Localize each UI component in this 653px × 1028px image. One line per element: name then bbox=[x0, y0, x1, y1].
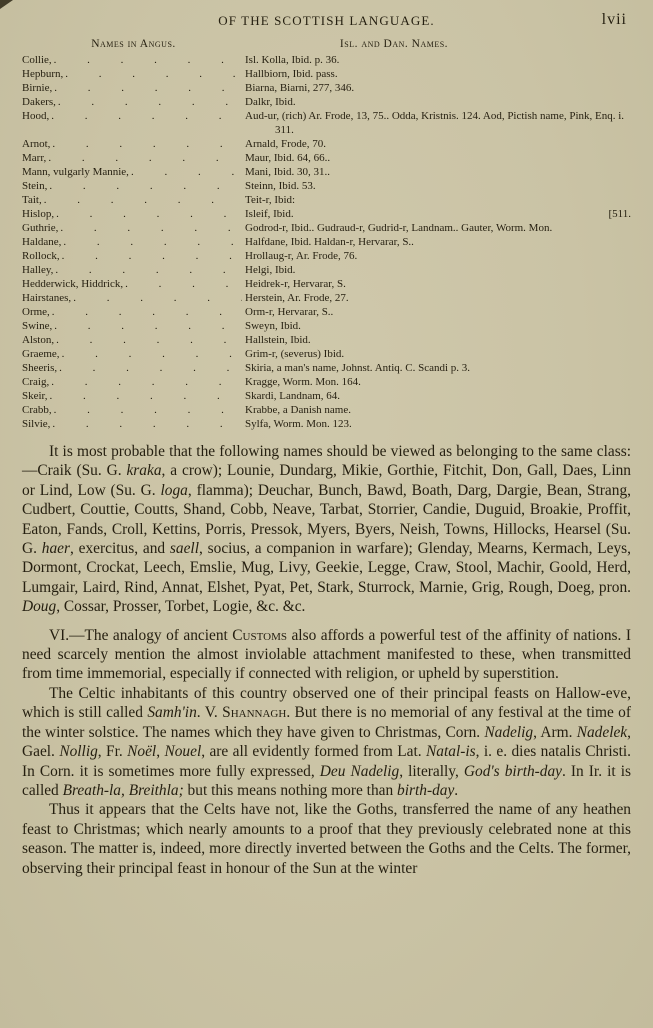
name-row bbox=[22, 67, 631, 81]
dot-leader bbox=[131, 165, 242, 179]
name-row bbox=[22, 81, 631, 95]
name-row bbox=[22, 347, 631, 361]
angus-name: Marr, bbox=[22, 152, 47, 164]
angus-name: Haldane, bbox=[22, 236, 62, 248]
name-row bbox=[22, 193, 631, 207]
dot-leader bbox=[59, 361, 242, 375]
angus-name: Silvie, bbox=[22, 418, 51, 430]
scan-corner-artifact bbox=[0, 0, 13, 9]
paragraph: The Celtic inhabitants of this country observed one of their principal feasts on Hallow-eve, which is still called Samh'in. V. Shannagh. But there is no memorial of any festival at the time of the winter solstice. The names which they have given to Christmas, Corn. Nadelig, Arm. Nadelek, Gael. Nollig, Fr. Noël, Nouel, are all evidently formed from Lat. Natal-is, i. e. dies natalis Christi. In Corn. it is sometimes more fully expressed, Deu Nadelig, literally, God's birth-day. In Ir. it is called Breath-la, Breithla; but this means nothing more than birth-day. bbox=[22, 684, 632, 799]
isl-dan-name: Teit-r, Ibid: bbox=[245, 194, 296, 206]
dot-leader bbox=[55, 263, 242, 277]
name-row bbox=[22, 207, 631, 221]
isl-dan-name: Hallstein, Ibid. bbox=[245, 334, 311, 346]
isl-dan-name: Aud-ur, (rich) Ar. Frode, 13, 75.. Odda, Kristnis. 124. Aod, Pictish name, Pink, Enq. i. 311. bbox=[245, 110, 625, 136]
angus-name: Hepburn, bbox=[22, 68, 64, 80]
dot-leader bbox=[125, 277, 242, 291]
angus-name: Rollock, bbox=[22, 250, 60, 262]
dot-leader bbox=[62, 347, 242, 361]
name-row bbox=[22, 375, 631, 389]
dot-leader bbox=[51, 109, 242, 123]
name-row bbox=[22, 95, 631, 109]
paragraph: VI.—The analogy of ancient Customs also affords a powerful test of the affinity of nations. I need scarcely mention the almost inviolable attachment manifested to these, when transmitted from time immemorial, especially if connected with religion, or upheld by superstition. bbox=[22, 626, 631, 683]
dot-leader bbox=[56, 333, 242, 347]
dot-leader bbox=[63, 235, 242, 249]
page-number: lvii bbox=[601, 11, 627, 28]
isl-dan-name: Mani, Ibid. 30, 31.. bbox=[245, 166, 330, 178]
angus-name: Tait, bbox=[22, 194, 42, 206]
dot-leader bbox=[44, 193, 242, 207]
dot-leader bbox=[73, 291, 242, 305]
name-row bbox=[22, 53, 631, 67]
isl-dan-name: Skiria, a man's name, Johnst. Antiq. C. Scandi p. 3. bbox=[245, 362, 471, 374]
column-header-angus: Names in Angus. bbox=[91, 38, 176, 50]
name-row bbox=[22, 179, 631, 193]
column-headers bbox=[22, 38, 631, 50]
dot-leader bbox=[54, 319, 242, 333]
isl-dan-name: Biarna, Biarni, 277, 346. bbox=[245, 82, 355, 94]
angus-name: Arnot, bbox=[22, 138, 51, 150]
isl-dan-name: Grim-r, (severus) Ibid. bbox=[245, 348, 345, 360]
name-row bbox=[22, 361, 631, 375]
angus-name: Birnie, bbox=[22, 82, 53, 94]
isl-dan-name: Hallbiorn, Ibid. pass. bbox=[245, 68, 338, 80]
name-list bbox=[22, 53, 631, 431]
running-title: OF THE SCOTTISH LANGUAGE. bbox=[218, 13, 435, 28]
column-header-isl-dan: Isl. and Dan. Names. bbox=[339, 38, 449, 50]
angus-name: Hood, bbox=[22, 110, 50, 122]
name-row bbox=[22, 277, 631, 291]
dot-leader bbox=[50, 389, 242, 403]
name-row bbox=[22, 389, 631, 403]
name-row bbox=[22, 249, 631, 263]
dot-leader bbox=[65, 67, 242, 81]
angus-name: Alston, bbox=[22, 334, 55, 346]
angus-name: Swine, bbox=[22, 320, 53, 332]
isl-dan-name: Sylfa, Worm. Mon. 123. bbox=[245, 418, 352, 430]
body-text bbox=[22, 442, 631, 878]
angus-name: Sheeris, bbox=[22, 362, 58, 374]
name-row bbox=[22, 319, 631, 333]
name-row bbox=[22, 221, 631, 235]
angus-name: Skeir, bbox=[22, 390, 48, 402]
isl-dan-name: Isleif, Ibid. bbox=[245, 208, 294, 220]
angus-name: Mann, vulgarly Mannie, bbox=[22, 166, 129, 178]
angus-name: Guthrie, bbox=[22, 222, 59, 234]
dot-leader bbox=[52, 137, 242, 151]
name-row bbox=[22, 403, 631, 417]
name-row bbox=[22, 235, 631, 249]
isl-dan-name: Godrod-r, Ibid.. Gudraud-r, Gudrid-r, Landnam.. Gauter, Worm. Mon. bbox=[245, 222, 553, 234]
isl-dan-name: Halfdane, Ibid. Haldan-r, Hervarar, S.. bbox=[245, 236, 414, 248]
margin-note: [511. bbox=[608, 208, 631, 220]
dot-leader bbox=[48, 151, 242, 165]
angus-name: Stein, bbox=[22, 180, 48, 192]
dot-leader bbox=[58, 95, 242, 109]
dot-leader bbox=[62, 249, 242, 263]
isl-dan-name: Arnald, Frode, 70. bbox=[245, 138, 326, 150]
paragraph: It is most probable that the following names should be viewed as belonging to the same class:—Craik (Su. G. kraka, a crow); Lounie, Dundarg, Mikie, Gorthie, Fitchit, Don, Gall, Daes, Linn or Lind, Low (Su. G. loga, flamma); Deuchar, Bunch, Bawd, Boath, Darg, Dargie, Bean, Strang, Cudbert, Couttie, Coutts, Shand, Cobb, Neave, Tarbat, Storrier, Candie, Duguid, Broakie, Proffit, Eaton, Fands, Croll, Kettins, Porris, Pressok, Myers, Byers, Neish, Towns, Hillocks, Hearsel (Su. G. haer, exercitus, and saell, socius, a companion in warfare); Glenday, Mearns, Kermach, Leys, Dormont, Crockat, Leech, Emslie, Mug, Livy, Geekie, Legge, Craw, Stool, Machir, Goold, Herd, Lumgair, Laird, Rind, Annat, Elshet, Pyat, Pet, Stark, Sturrock, Marnie, Grig, Rough, Doeg, pron. Doug, Cossar, Prosser, Torbet, Logie, &c. &c. bbox=[22, 443, 632, 616]
angus-name: Hairstanes, bbox=[22, 292, 72, 304]
dot-leader bbox=[54, 81, 242, 95]
name-row bbox=[22, 333, 631, 347]
isl-dan-name: Herstein, Ar. Frode, 27. bbox=[245, 292, 349, 304]
isl-dan-name: Maur, Ibid. 64, 66.. bbox=[245, 152, 331, 164]
name-row bbox=[22, 137, 631, 151]
dot-leader bbox=[54, 403, 242, 417]
angus-name: Crabb, bbox=[22, 404, 52, 416]
dot-leader bbox=[60, 221, 242, 235]
angus-name: Craig, bbox=[22, 376, 50, 388]
name-row bbox=[22, 263, 631, 277]
dot-leader bbox=[56, 207, 242, 221]
isl-dan-name: Steinn, Ibid. 53. bbox=[245, 180, 316, 192]
dot-leader bbox=[52, 417, 242, 431]
dot-leader bbox=[52, 305, 242, 319]
isl-dan-name: Krabbe, a Danish name. bbox=[245, 404, 351, 416]
name-row bbox=[22, 165, 631, 179]
isl-dan-name: Heidrek-r, Hervarar, S. bbox=[245, 278, 346, 290]
running-head bbox=[22, 12, 631, 38]
isl-dan-name: Isl. Kolla, Ibid. p. 36. bbox=[245, 54, 340, 66]
isl-dan-name: Dalkr, Ibid. bbox=[245, 96, 296, 108]
isl-dan-name: Orm-r, Hervarar, S.. bbox=[245, 306, 334, 318]
isl-dan-name: Kragge, Worm. Mon. 164. bbox=[245, 376, 361, 388]
paragraph: Thus it appears that the Celts have not, like the Goths, transferred the name of any heathen feast to Christmas; which nearly amounts to a proof that they previously celebrated none at this season. The matter is, indeed, more directly inverted between the Goths and the Celts. The former, observing their principal feast in honour of the Sun at the winter bbox=[22, 801, 631, 877]
angus-name: Orme, bbox=[22, 306, 50, 318]
isl-dan-name: Skardi, Landnam, 64. bbox=[245, 390, 341, 402]
isl-dan-name: Helgi, Ibid. bbox=[245, 264, 296, 276]
name-row bbox=[22, 417, 631, 431]
angus-name: Collie, bbox=[22, 54, 52, 66]
angus-name: Hislop, bbox=[22, 208, 55, 220]
angus-name: Graeme, bbox=[22, 348, 60, 360]
angus-name: Dakers, bbox=[22, 96, 56, 108]
dot-leader bbox=[51, 375, 242, 389]
name-row bbox=[22, 109, 631, 137]
isl-dan-name: Sweyn, Ibid. bbox=[245, 320, 301, 332]
name-row bbox=[22, 305, 631, 319]
angus-name: Halley, bbox=[22, 264, 54, 276]
dot-leader bbox=[54, 53, 242, 67]
name-row bbox=[22, 151, 631, 165]
name-row bbox=[22, 291, 631, 305]
isl-dan-name: Hrollaug-r, Ar. Frode, 76. bbox=[245, 250, 358, 262]
dot-leader bbox=[49, 179, 242, 193]
angus-name: Hedderwick, Hiddrick, bbox=[22, 278, 124, 290]
